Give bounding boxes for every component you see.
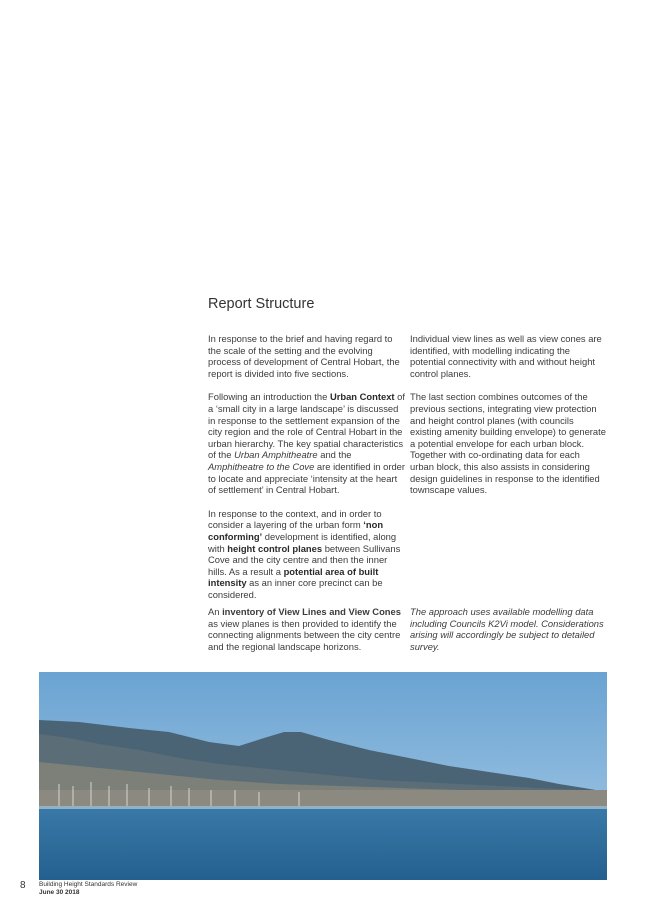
urban-context-paragraph: Following an introduction the Urban Context of a ‘small city in a large landscape’ is discussed in response to the settlement expansion of the city region and the role of Central Hobart in the urban hierarchy. The key spatial characteristics of the Urban Amphitheatre and the Amphitheatre to the Cove are identified in order to locate and appreciate ‘intensity at the heart of settlement’ in Central Hobart.: [208, 391, 405, 496]
waterfront-illustration: [39, 672, 607, 880]
page-number: 8: [20, 880, 26, 891]
document-title: Building Height Standards Review: [39, 881, 138, 888]
view-lines-paragraph: An inventory of View Lines and View Cones as view planes is then provided to identify the connecting alignments between the city centre and the regional landscape horizons.: [208, 606, 401, 652]
right-column: [410, 333, 606, 508]
left-column: [208, 333, 406, 612]
non-conforming-paragraph: In response to the context, and in order to consider a layering of the urban form ‘non conforming’ development is identified, along with height control planes between Sullivans Cove and the city centre and then the inner hills. As a result a potential area of built intensity as an inner core precinct can be considered.: [208, 507, 401, 600]
hobart-waterfront-photo: [39, 672, 607, 880]
section-heading: Report Structure: [208, 296, 315, 312]
footer: [39, 881, 137, 896]
view-cones-paragraph: Individual view lines as well as view cones are identified, with modelling indicating the potential connectivity with and without height control planes.: [410, 333, 602, 379]
marina-buildings: [39, 790, 607, 806]
modelling-note: The approach uses available modelling data including Councils K2Vi model. Considerations arising will accordingly be subject to detailed survey.: [410, 606, 604, 652]
water: [39, 806, 607, 880]
intro-paragraph: In response to the brief and having regard to the scale of the setting and the evolving process of development of Central Hobart, the report is divided into five sections.: [208, 333, 400, 379]
last-section-paragraph: The last section combines outcomes of the previous sections, integrating view protection and height control planes (with councils existing amenity building envelope) to generate a potential envelope for each urban block. Together with co-ordinating data for each urban block, this also assists in considering design guidelines in response to the identified townscape values.: [410, 391, 606, 496]
shoreline: [39, 806, 607, 809]
document-date: June 30 2018: [39, 888, 80, 896]
